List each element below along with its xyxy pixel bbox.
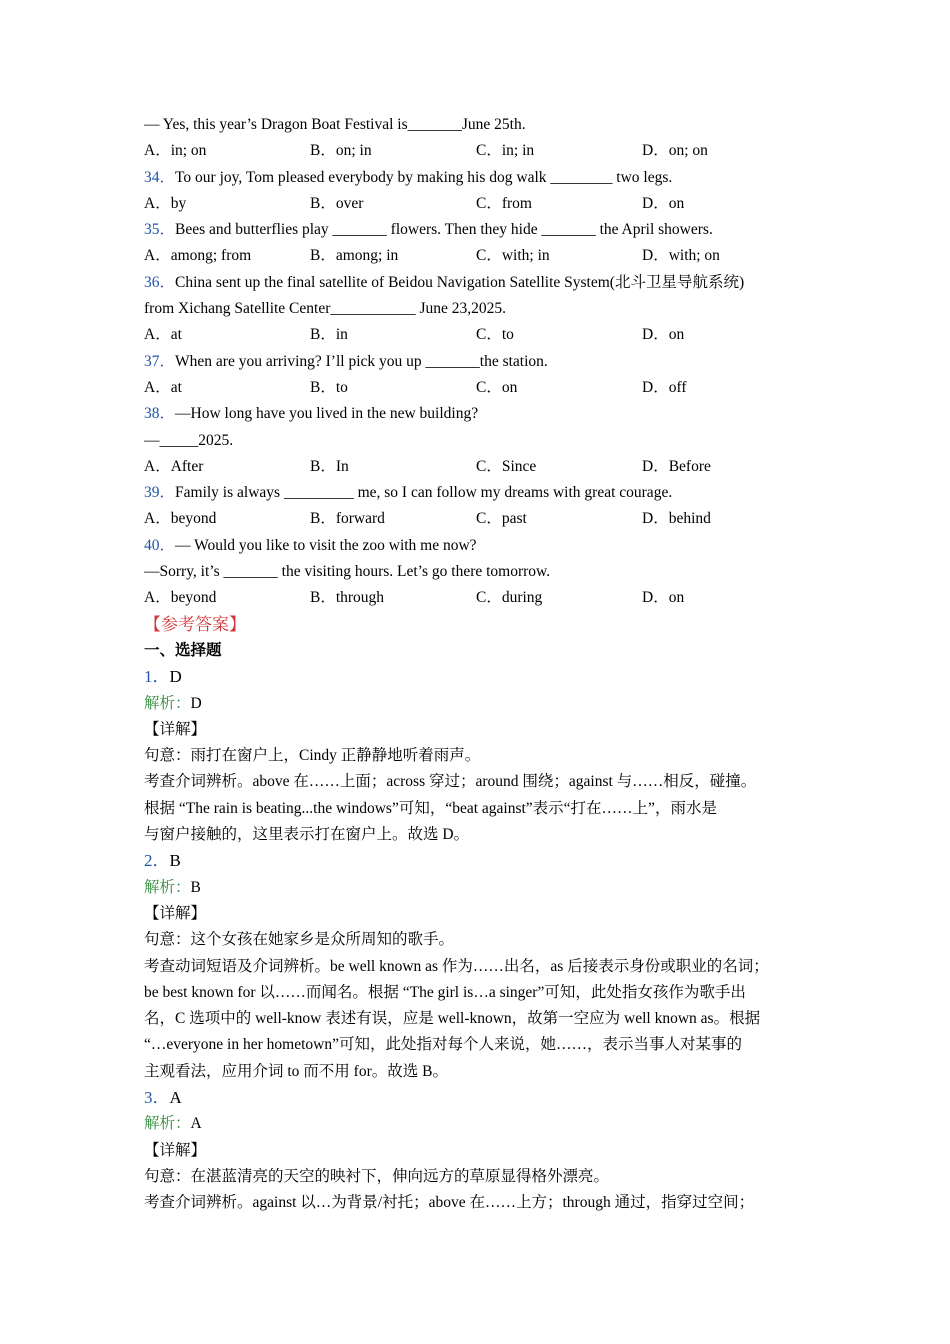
analysis-line <box>144 691 824 717</box>
question-text: When are you arriving? I’ll pick you up _______the station. <box>175 352 548 370</box>
question-number: 38 <box>144 405 160 423</box>
option-row <box>144 322 824 348</box>
option-choice: C．with; in <box>476 247 550 265</box>
answer-letter: D <box>169 667 182 687</box>
option-choice: A．After <box>144 457 204 475</box>
question-line <box>144 270 824 296</box>
option-choice: B．to <box>310 378 348 396</box>
answer-number-dot: ． <box>152 851 170 871</box>
option-choice: C．from <box>476 194 532 212</box>
option-choice: B．through <box>310 589 385 607</box>
question-number: 35 <box>144 221 160 239</box>
question-number-dot: ． <box>159 484 176 502</box>
text-line: 句意：雨打在窗户上，Cindy 正静静地听着雨声。 <box>144 747 481 765</box>
question-text: — Would you like to visit the zoo with me now? <box>175 536 477 554</box>
analysis-label: 解析： <box>144 1115 191 1133</box>
question-text: Family is always _________ me, so I can follow my dreams with great courage. <box>175 484 673 502</box>
question-line <box>144 533 824 559</box>
question-number-dot: ． <box>159 221 176 239</box>
option-choice: D．on; on <box>642 142 708 160</box>
question-number: 37 <box>144 352 160 370</box>
text-line: 名，C 选项中的 well-know 表述有误，应是 well-known，故第一空应为 well known as。根据 <box>144 1010 761 1028</box>
answer-number: 1 <box>144 667 153 687</box>
option-row <box>144 585 824 611</box>
question-number-dot: ． <box>159 352 176 370</box>
answer-number: 3 <box>144 1087 153 1107</box>
question-number-dot: ． <box>159 405 176 423</box>
analysis-line <box>144 875 824 901</box>
answer-heading <box>144 1085 824 1111</box>
option-choice: C．past <box>476 510 527 528</box>
option-choice: B．on; in <box>310 142 372 160</box>
text-line: “…everyone in her hometown”可知，此处指对每个人来说，她……，表示当事人对某事的 <box>144 1036 742 1054</box>
option-choice: A．in; on <box>144 142 207 160</box>
option-choice: D．with; on <box>642 247 720 265</box>
option-choice: C．on <box>476 378 518 396</box>
question-number: 36 <box>144 273 160 291</box>
option-row <box>144 375 824 401</box>
question-number-dot: ． <box>159 168 176 186</box>
analysis-answer: A <box>190 1115 202 1133</box>
text-line: be best known for 以……而闻名。根据 “The girl is…a singer”可知，此处指女孩作为歌手出 <box>144 983 746 1001</box>
text-line: 【详解】 <box>144 904 207 922</box>
question-line <box>144 349 824 375</box>
option-choice: C．to <box>476 326 514 344</box>
question-number-dot: ． <box>159 536 176 554</box>
analysis-line <box>144 1111 824 1137</box>
document-page <box>144 112 824 1216</box>
option-choice: B．In <box>310 457 349 475</box>
question-line <box>144 480 824 506</box>
option-choice: B．over <box>310 194 364 212</box>
option-choice: A．at <box>144 378 182 396</box>
question-text: To our joy, Tom pleased everybody by making his dog walk ________ two legs. <box>175 168 673 186</box>
option-choice: D．behind <box>642 510 711 528</box>
text-line: 句意：这个女孩在她家乡是众所周知的歌手。 <box>144 931 455 949</box>
option-choice: C．Since <box>476 457 537 475</box>
question-text: China sent up the final satellite of Beidou Navigation Satellite System(北斗卫星导航系统) <box>175 273 745 291</box>
text-line: 【详解】 <box>144 1141 207 1159</box>
answer-heading <box>144 848 824 874</box>
option-row <box>144 191 824 217</box>
question-line <box>144 165 824 191</box>
text-line: 考查介词辨析。above 在……上面；across 穿过；around 围绕；against 与……相反，碰撞。 <box>144 773 757 791</box>
option-choice: B．among; in <box>310 247 399 265</box>
text-line: 根据 “The rain is beating...the windows”可知，“beat against”表示“打在……上”，雨水是 <box>144 799 717 817</box>
answer-letter: B <box>169 851 181 871</box>
option-row <box>144 138 824 164</box>
option-choice: A．among; from <box>144 247 252 265</box>
option-choice: A．beyond <box>144 510 217 528</box>
text-line: — Yes, this year’s Dragon Boat Festival is_______June 25th. <box>144 116 526 133</box>
answer-letter: A <box>169 1087 182 1107</box>
text-line: from Xichang Satellite Center___________ June 23,2025. <box>144 300 507 318</box>
question-number: 40 <box>144 536 160 554</box>
text-line: 主观看法，应用介词 to 而不用 for。故选 B。 <box>144 1062 448 1080</box>
question-text: Bees and butterflies play _______ flowers. Then they hide _______ the April showers. <box>175 221 713 239</box>
text-line: 与窗户接触的，这里表示打在窗户上。故选 D。 <box>144 826 470 844</box>
option-row <box>144 506 824 532</box>
text-line: 考查动词短语及介词辨析。be well known as 作为……出名，as 后接表示身份或职业的名词； <box>144 957 769 975</box>
option-row <box>144 243 824 269</box>
option-choice: D．off <box>642 378 687 396</box>
text-line: —_____2025. <box>144 431 234 449</box>
answer-number-dot: ． <box>152 667 170 687</box>
option-choice: D．on <box>642 194 685 212</box>
option-choice: A．at <box>144 326 182 344</box>
option-choice: D．Before <box>642 457 711 475</box>
question-text: —How long have you lived in the new building? <box>175 405 479 423</box>
analysis-answer: D <box>190 694 202 712</box>
option-choice: A．by <box>144 194 187 212</box>
analysis-label: 解析： <box>144 878 191 896</box>
question-number-dot: ． <box>159 273 176 291</box>
reference-answer-heading: 【参考答案】 <box>144 614 246 634</box>
analysis-answer: B <box>190 878 201 896</box>
option-choice: B．in <box>310 326 348 344</box>
text-line: 句意：在湛蓝清亮的天空的映衬下，伸向远方的草原显得格外漂亮。 <box>144 1167 610 1185</box>
question-number: 34 <box>144 168 160 186</box>
answer-number: 2 <box>144 851 153 871</box>
text-line: —Sorry, it’s _______ the visiting hours. Let’s go there tomorrow. <box>144 563 551 581</box>
question-line <box>144 401 824 427</box>
option-row <box>144 454 824 480</box>
option-choice: C．during <box>476 589 543 607</box>
answer-number-dot: ． <box>152 1087 170 1107</box>
text-line: 考查介词辨析。against 以…为背景/衬托；above 在……上方；through 通过，指穿过空间； <box>144 1194 755 1212</box>
option-choice: D．on <box>642 589 685 607</box>
option-choice: D．on <box>642 326 685 344</box>
answer-heading <box>144 664 824 690</box>
analysis-label: 解析： <box>144 694 191 712</box>
option-choice: A．beyond <box>144 589 217 607</box>
section-heading: 一、选择题 <box>144 641 222 659</box>
text-line: 【详解】 <box>144 720 207 738</box>
option-choice: B．forward <box>310 510 385 528</box>
question-number: 39 <box>144 484 160 502</box>
question-line <box>144 217 824 243</box>
option-choice: C．in; in <box>476 142 535 160</box>
